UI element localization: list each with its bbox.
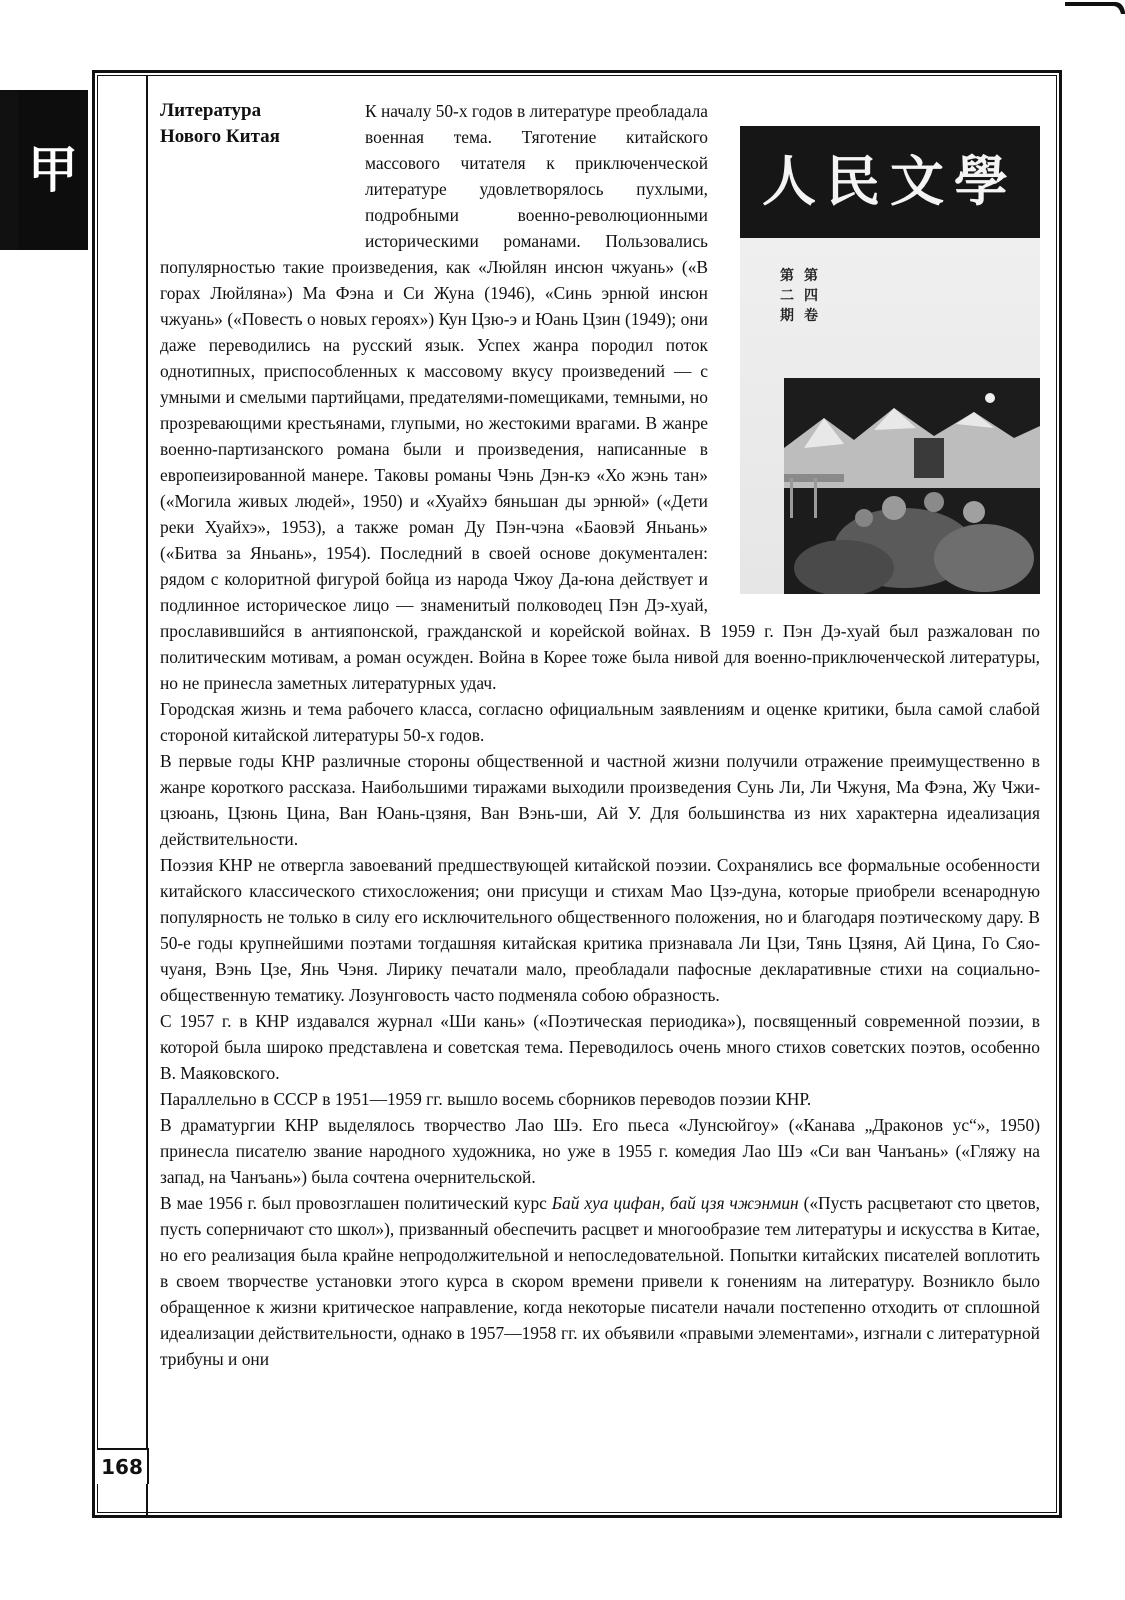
section-title-line-1: Литература [160, 100, 262, 121]
paragraph-7: В драматургии КНР выделялось творчество Лао Шэ. Его пьеса «Лунсюйгоу» («Канава „Драконов ус“», 1950) принесла писателю звание народного художника, но уже в 1955 г. комедия Лао Шэ «Си ван Чанъань» («Гляжу на запад, на Чанъань») была сочтена очернительской. [160, 1115, 1040, 1187]
paragraph-5: С 1957 г. в КНР издавался журнал «Ши кань» («Поэтическая периодика»), посвященный современной поэзии, в которой была широко представлена и советская тема. Переводилось очень много стихов советских поэтов, особенно В. Маяковского. [160, 1011, 1040, 1083]
corner-mark [1065, 0, 1125, 14]
cover-illustration [784, 378, 1040, 594]
paragraph-6: Параллельно в СССР в 1951—1959 гг. вышло восемь сборников переводов поэзии КНР. [160, 1089, 812, 1109]
paragraph-8-after: («Пусть расцветают сто цветов, пусть соперничают сто школ»), призванный обеспечить расцвет и многообразие тем литературы и искусства в Китае, но его реализация была крайне непродолжительной и непоследовательной. Попытки китайских писателей воплотить в своем творчестве установки этого курса в скором времени привели к гонениям на литературу. Возникло было обращенное к жизни критическое направление, когда некоторые писатели начали постепенно отходить от сплошной идеализации действительности, однако в 1957—1958 гг. их объявили «правыми элементами», изгнали с литературной трибуны и они [160, 1193, 1040, 1369]
article-body [160, 98, 1040, 1372]
paragraph-1: К началу 50-х годов в литературе преобладала военная тема. Тяготение китайского массового читателя к приключенческой литературе удовлетворялось пухлыми, подробными военно-революционными историческими романами. Пользовались популярностью такие произведения, как «Люйлян инсюн чжуань» («В горах Люйляна») Ма Фэна и Си Жуна (1946), «Синь эрнюй инсюн чжуань» («Повесть о новых героях») Кун Цзю-э и Юань Цзин (1949); они даже переводились на русский язык. Успех жанра породил поток однотипных, приспособленных к массовому вкусу произведений — с умными и смелыми партийцами, предателями-помещиками, темными, но прозревающими крестьянами, глупыми, но жестокими врагами. В жанре военно-партизанского романа были и произведения, написанные в европеизированной манере. Таковы романы Чэнь Дэн-кэ «Хо жэнь тан» («Могила живых людей», 1950) и «Хуайхэ бяньшан ды эрнюй» («Дети реки Хуайхэ», 1953), а также роман Ду Пэн-чэна «Баовэй Яньань» («Битва за Яньань», 1954). Последний в своей основе документален: рядом с колоритной фигурой бойца из народа Чжоу Да-юна действует и подлинное историческое лицо — знаменитый полководец Пэн Дэ-хуай, прославившийся в антияпонской, гражданской и корейской войнах. В 1959 г. Пэн Дэ-хуай был разжалован по политическим мотивам, а роман осужден. Война в Корее тоже была нивой для военно-приключенческой литературы, но не принесла заметных литературных удач. [160, 101, 1040, 693]
title-spacer [160, 98, 365, 254]
paragraph-3: В первые годы КНР различные стороны общественной и частной жизни получили отражение преимущественно в жанре короткого рассказа. Наибольшими тиражами выходили произведения Сунь Ли, Ли Чжуня, Ма Фэна, Жу Чжи-цзюань, Цзюнь Цина, Ван Юань-цзяня, Ван Вэнь-ши, Ай У. Для большинства из них характерна идеализация действительности. [160, 751, 1040, 849]
magazine-cover [740, 126, 1040, 594]
cover-title-band [740, 126, 1040, 238]
page-number: 168 [97, 1448, 149, 1484]
cover-issue-col-2: 第二期 [780, 268, 794, 324]
paragraph-8-italic: Бай хуа цифан, бай цзя чжэнмин [551, 1193, 799, 1213]
cover-issue [780, 266, 830, 326]
cover-issue-col-1: 第四卷 [804, 268, 818, 324]
chapter-tab [18, 90, 88, 250]
cover-title: 人民文學 [762, 150, 1018, 213]
section-title-line-2: Нового Китая [160, 126, 280, 147]
paragraph-4: Поэзия КНР не отвергла завоеваний предшествующей китайской поэзии. Сохранялись все формальные особенности китайского классического стихосложения; они присущи и стихам Мао Цзэ-дуна, которые приобрели всенародную популярность не только в силу его исключительного общественного положения, но и благодаря поэтическому дару. В 50-е годы крупнейшими поэтами тогдашняя китайская критика признавала Ли Цзи, Тянь Цзяня, Ай Цина, Го Сяо-чуаня, Вэнь Цзе, Янь Чэня. Лирику печатали мало, преобладали пафосные декларативные стихи на социально-общественную тематику. Лозунговость часто подменяла собою образность. [160, 855, 1040, 1005]
chapter-tab-glyph: 甲 [28, 141, 78, 199]
paragraph-8 [160, 1190, 1040, 1372]
chapter-tab-bar [0, 90, 18, 250]
paragraph-8-before: В мае 1956 г. был провозглашен политический курс [160, 1193, 552, 1213]
magazine-cover-figure [728, 126, 1040, 606]
paragraph-2: Городская жизнь и тема рабочего класса, согласно официальным заявлениям и оценке критики, была самой слабой стороной китайской литературы 50-х годов. [160, 699, 1040, 745]
margin-rule [146, 76, 148, 1517]
